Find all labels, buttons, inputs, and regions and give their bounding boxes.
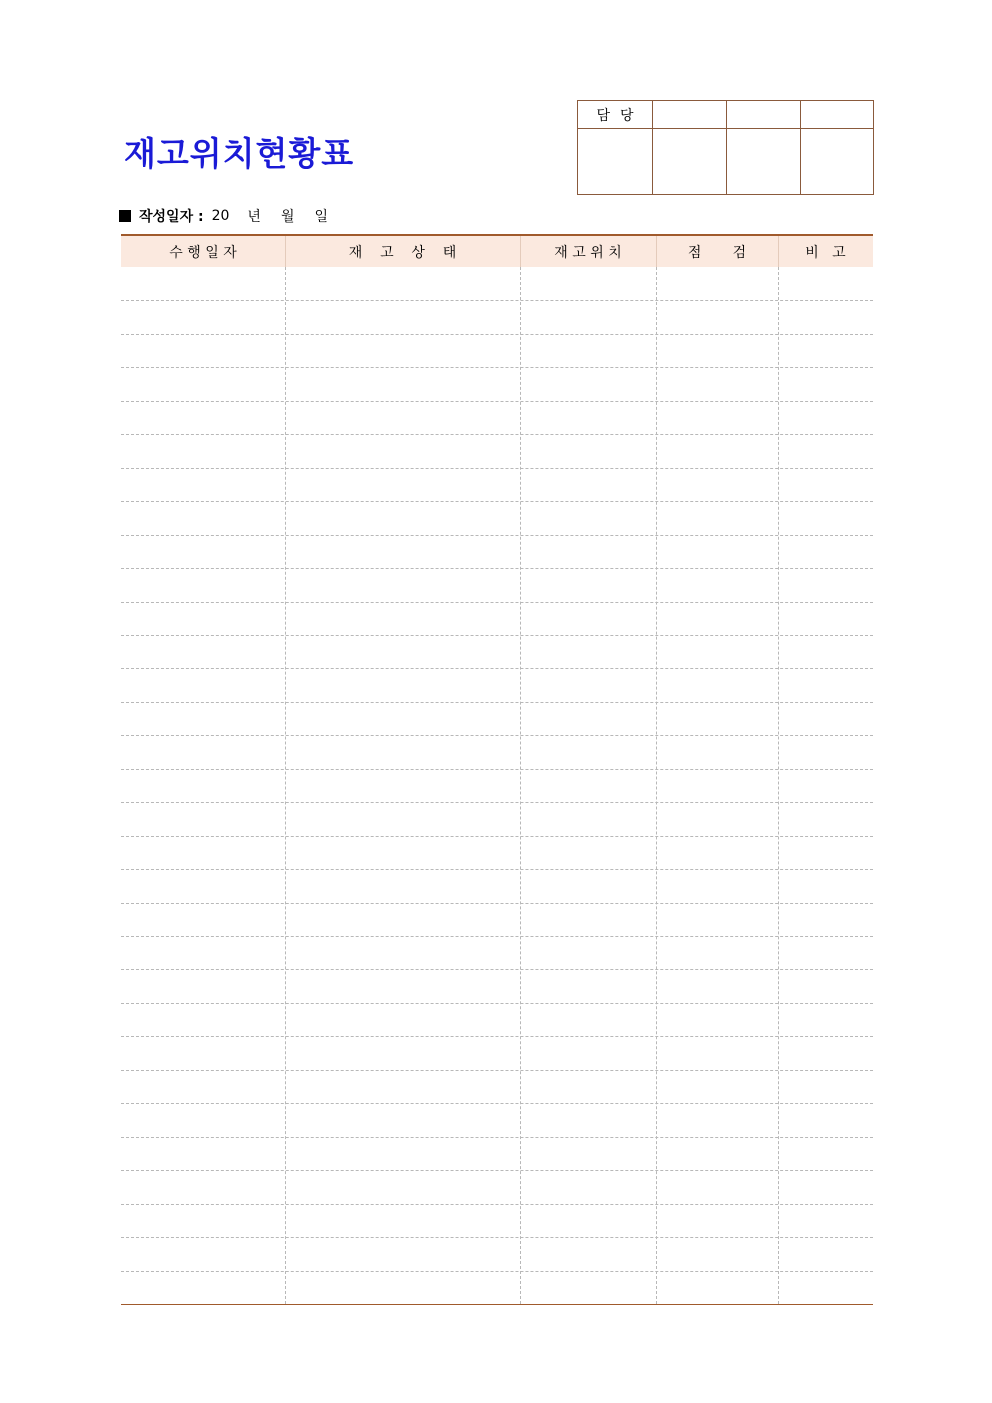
table-row-divider <box>121 535 873 536</box>
table-row-divider <box>121 367 873 368</box>
header-status: 재 고 상 태 <box>348 244 457 261</box>
approval-header-cell-3 <box>727 101 801 129</box>
table-row-divider <box>121 1170 873 1171</box>
author-month-unit: 월 <box>280 209 295 225</box>
column-divider <box>520 267 521 1304</box>
approval-label: 담당 <box>578 101 653 129</box>
header-column-divider <box>285 236 286 267</box>
table-row-divider <box>121 1103 873 1104</box>
table-row-divider <box>121 702 873 703</box>
table-row-divider <box>121 802 873 803</box>
column-divider <box>285 267 286 1304</box>
table-row-divider <box>121 401 873 402</box>
approval-sign-cell-2[interactable] <box>653 129 727 194</box>
author-day-unit: 일 <box>314 209 328 225</box>
table-row-divider <box>121 1137 873 1138</box>
table-row-divider <box>121 1237 873 1238</box>
header-column-divider <box>656 236 657 267</box>
table-row-divider <box>121 969 873 970</box>
table-row-divider <box>121 635 873 636</box>
column-divider <box>656 267 657 1304</box>
header-column-divider <box>778 236 779 267</box>
header-check: 점 검 <box>687 244 747 261</box>
page-title: 재고위치현황표 <box>124 134 355 173</box>
table-row-divider <box>121 869 873 870</box>
table-bottom-border <box>121 1304 873 1305</box>
table-row-divider <box>121 300 873 301</box>
table-row-divider <box>121 769 873 770</box>
table-row-divider <box>121 602 873 603</box>
header-date: 수 행 일 자 <box>169 244 237 261</box>
table-row-divider <box>121 1204 873 1205</box>
table-row-divider <box>121 903 873 904</box>
square-bullet-icon <box>119 210 131 222</box>
table-row-divider <box>121 501 873 502</box>
author-year-prefix[interactable]: 20 <box>211 208 230 224</box>
approval-box <box>577 100 874 195</box>
inventory-location-table <box>121 234 873 1306</box>
table-row-divider <box>121 1003 873 1004</box>
header-location: 재 고 위 치 <box>554 244 622 261</box>
table-row-divider <box>121 1271 873 1272</box>
table-header-row <box>121 236 873 267</box>
table-row-divider <box>121 735 873 736</box>
approval-sign-cell-4[interactable] <box>801 129 873 194</box>
approval-sign-cell-3[interactable] <box>727 129 801 194</box>
author-date-line <box>119 206 348 226</box>
approval-header-cell-4 <box>801 101 873 129</box>
header-remarks: 비 고 <box>805 244 846 261</box>
header-column-divider <box>520 236 521 267</box>
author-date-label: 작성일자 : <box>139 209 204 225</box>
table-row-divider <box>121 434 873 435</box>
table-row-divider <box>121 334 873 335</box>
author-year-unit: 년 <box>247 209 261 225</box>
table-row-divider <box>121 468 873 469</box>
table-row-divider <box>121 936 873 937</box>
column-divider <box>778 267 779 1304</box>
approval-header-cell-2 <box>653 101 727 129</box>
approval-sign-cell-1[interactable] <box>578 129 653 194</box>
table-row-divider <box>121 836 873 837</box>
table-row-divider <box>121 1070 873 1071</box>
table-row-divider <box>121 568 873 569</box>
table-row-divider <box>121 1036 873 1037</box>
table-row-divider <box>121 668 873 669</box>
